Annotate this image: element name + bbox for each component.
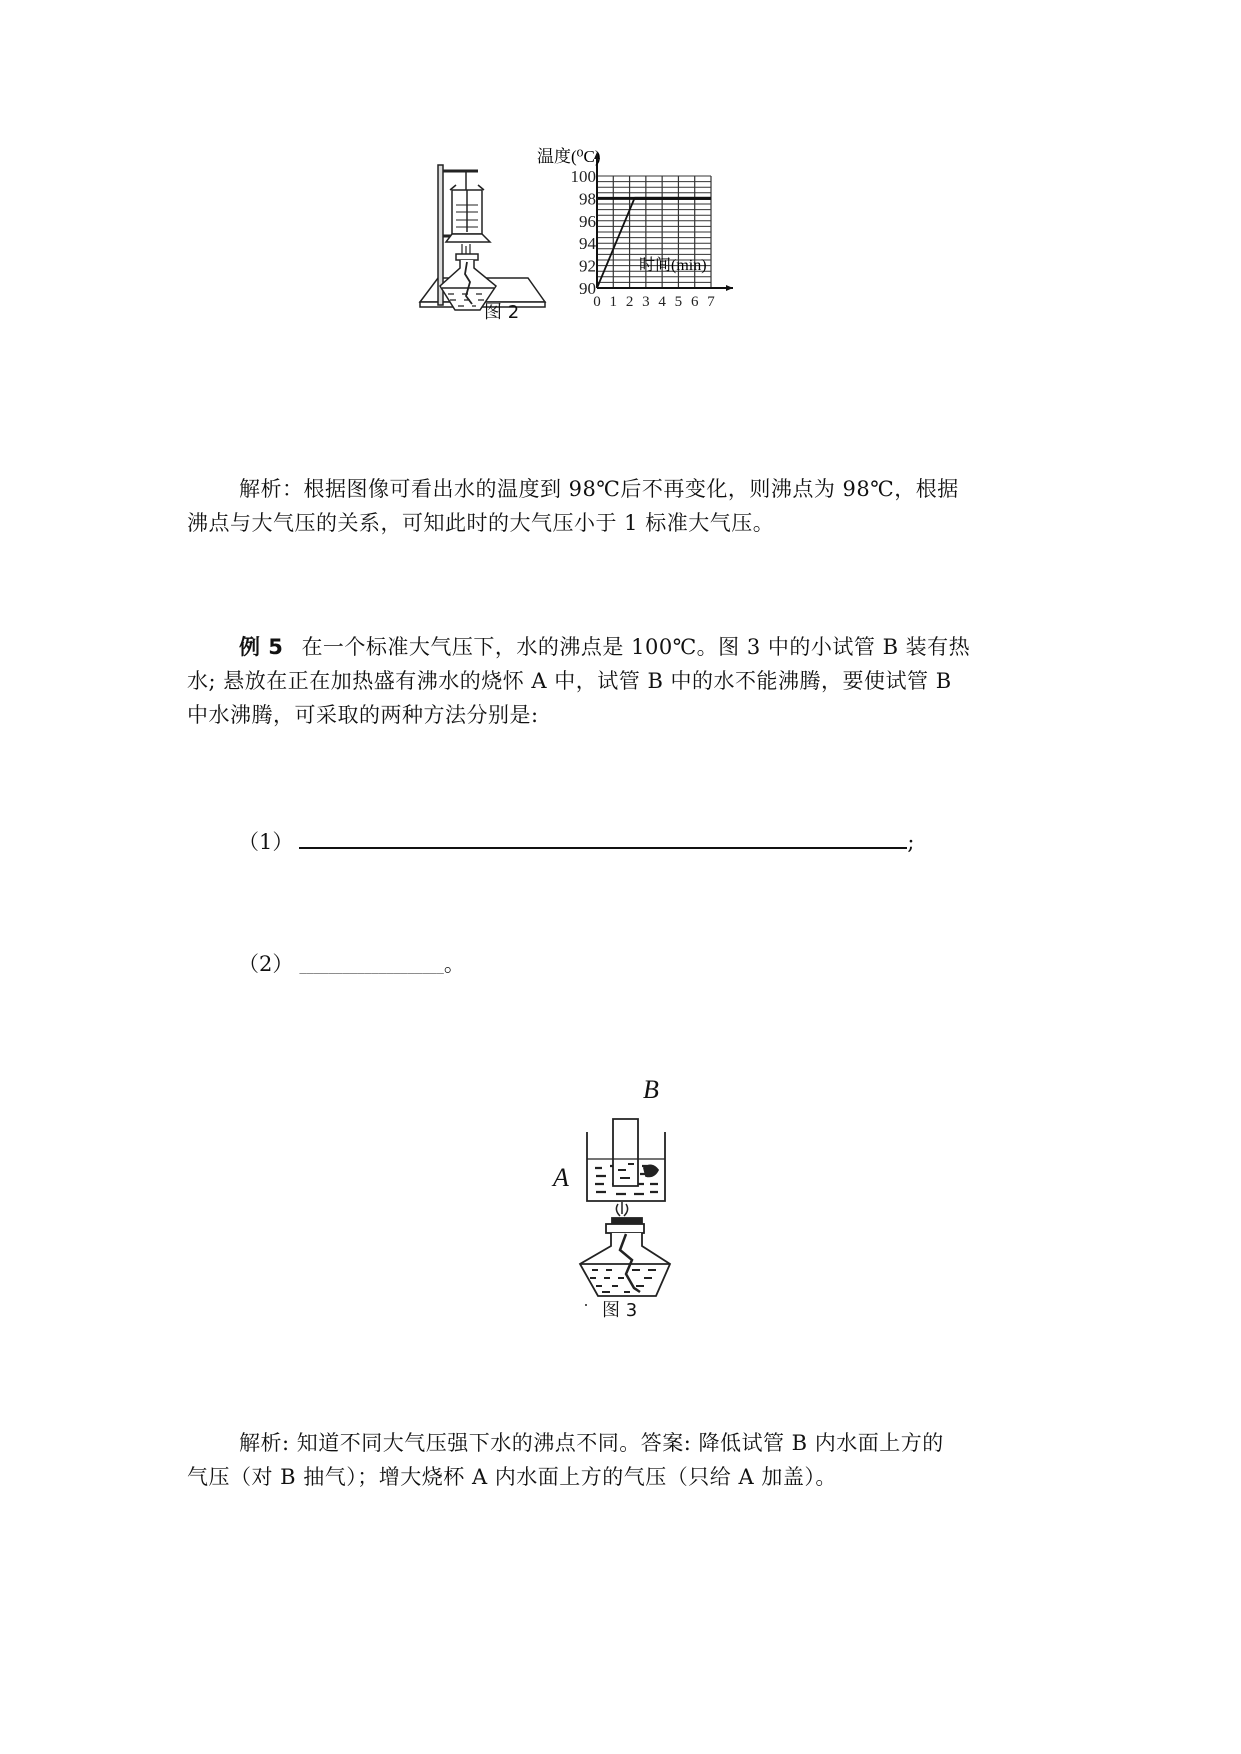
answer-blank-1[interactable]	[238, 826, 914, 856]
stray-dot	[585, 1304, 587, 1306]
answer-1-end: ;	[907, 830, 915, 854]
x-tick-label: 5	[674, 294, 683, 310]
example-5	[187, 630, 1057, 732]
figure-3	[540, 1068, 720, 1321]
y-tick-label: 90	[579, 279, 596, 298]
test-tube-in-beaker-illustration	[540, 1068, 720, 1298]
y-tick-label: 96	[579, 211, 596, 231]
y-tick-label: 94	[579, 234, 596, 254]
temperature-time-chart	[515, 140, 745, 310]
figure-2-caption: 图 2	[484, 302, 520, 323]
x-tick-label: 3	[642, 294, 650, 310]
x-axis-arrow	[726, 285, 733, 291]
y-tick-label: 92	[579, 256, 596, 276]
example-5-text: 在一个标准大气压下，水的沸点是 100℃。图 3 中的小试管 B 装有热	[301, 635, 971, 659]
answer-2-label: （2）	[238, 952, 294, 976]
analysis-1-line-1: 解析：根据图像可看出水的温度到 98℃后不再变化，则沸点为 98℃，根据	[239, 477, 959, 501]
example-5-line-3: 中水沸腾，可采取的两种方法分别是:	[187, 703, 539, 727]
y-tick-label: 100	[570, 167, 596, 186]
label-a: A	[553, 1163, 569, 1192]
x-axis-label: 时间(min)	[639, 257, 707, 274]
answer-1-line[interactable]	[299, 829, 907, 849]
example-5-label: 例 5	[239, 635, 284, 659]
x-tick-label: 7	[707, 294, 715, 310]
x-tick-label: 4	[658, 294, 666, 310]
analysis-2-line-1: 解析: 知道不同大气压强下水的沸点不同。答案: 降低试管 B 内水面上方的	[239, 1431, 944, 1455]
analysis-1-line-2: 沸点与大气压的关系，可知此时的大气压小于 1 标准大气压。	[187, 511, 775, 535]
answer-blank-2[interactable]	[238, 948, 465, 978]
answer-2-end: 。	[443, 952, 465, 976]
answer-2-line[interactable]: ____________________	[299, 960, 444, 974]
y-axis-label: 温度(⁰C)	[537, 147, 601, 166]
example-5-line-2: 水; 悬放在正在加热盛有沸水的烧怀 A 中，试管 B 中的水不能沸腾，要使试管 B	[187, 669, 952, 693]
x-tick-label: 6	[690, 294, 699, 310]
analysis-2-line-2: 气压（对 B 抽气）；增大烧杯 A 内水面上方的气压（只给 A 加盖）。	[187, 1465, 837, 1489]
x-tick-label: 0	[593, 294, 601, 310]
analysis-1	[187, 472, 1057, 540]
answer-1-label: （1）	[238, 830, 294, 854]
x-tick-label: 2	[625, 294, 634, 310]
y-tick-label: 98	[579, 189, 596, 209]
figure-3-caption: 图 3	[602, 1300, 638, 1321]
x-tick-label: 1	[609, 294, 618, 310]
label-b: B	[643, 1075, 659, 1104]
example-5-line-1	[187, 630, 1057, 664]
figure-2	[400, 140, 740, 360]
analysis-2	[187, 1426, 1057, 1494]
